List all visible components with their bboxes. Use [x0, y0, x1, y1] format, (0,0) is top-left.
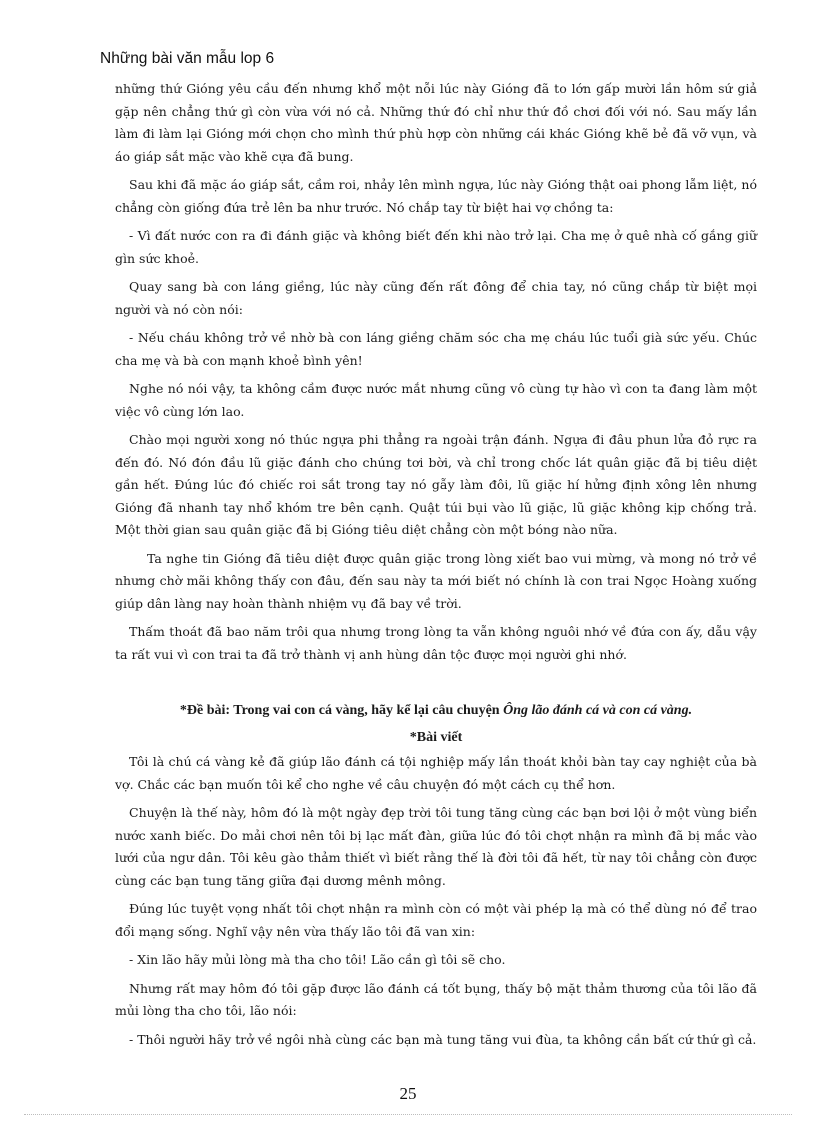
paragraph: Thấm thoát đã bao năm trôi qua nhưng trong lòng ta vẫn không nguôi nhớ về đứa con ấy, dẫu vậy ta rất vui vì con trai ta đã trở thành vị anh hùng dân tộc được mọi người ghi nhớ. [115, 624, 757, 662]
paragraph: - Xin lão hãy mủi lòng mà tha cho tôi! Lão cần gì tôi sẽ cho. [129, 952, 506, 967]
running-header: Những bài văn mẫu lop 6 [100, 50, 275, 67]
paragraph: Đúng lúc tuyệt vọng nhất tôi chợt nhận ra mình còn có một vài phép lạ mà có thể dùng nó để trao đổi mạng sống. Nghĩ vậy nên vừa thấy lão tôi đã van xin: [115, 901, 757, 939]
paragraph: Sau khi đã mặc áo giáp sắt, cầm roi, nhảy lên mình ngựa, lúc này Gióng thật oai phong lẫm liệt, nó chẳng còn giống đứa trẻ lên ba như trước. Nó chắp tay từ biệt hai vợ chồng ta: [115, 177, 757, 215]
paragraph: Nghe nó nói vậy, ta không cầm được nước mắt nhưng cũng vô cùng tự hào vì con ta đang làm một việc vô cùng lớn lao. [115, 381, 757, 419]
essay-prompt-prefix: *Đề bài: Trong vai con cá vàng, hãy kể lại câu chuyện [179, 703, 504, 718]
paragraph: Chào mọi người xong nó thúc ngựa phi thẳng ra ngoài trận đánh. Ngựa đi đâu phun lửa đỏ rực ra đến đó. Nó đón đầu lũ giặc đánh cho chúng tơi bời, và chỉ trong chốc lát quân giặc đã bị tiêu diệt gần hết. Đúng lúc đó chiếc roi sắt trong tay nó gẫy làm đôi, lũ giặc hí hửng định xông lên nhưng Gióng đã nhanh tay nhổ khóm tre bên cạnh. Quật túi bụi vào lũ giặc, lũ giặc không kịp chống trả. Một thời gian sau quân giặc đã bị Gióng tiêu diệt chẳng còn một bóng nào nữa. [115, 432, 757, 537]
paragraph: Chuyện là thế này, hôm đó là một ngày đẹp trời tôi tung tăng cùng các bạn bơi lội ở một vùng biển nước xanh biếc. Do mải chơi nên tôi bị lạc mất đàn, giữa lúc đó tôi chợt nhận ra mình đã bị mắc vào lưới của ngư dân. Tôi kêu gào thảm thiết vì biết rằng thế là đời tôi đã hết, từ nay tôi chẳng còn được cùng các bạn tung tăng giữa đại dương mênh mông. [115, 805, 757, 888]
paragraph: những thứ Gióng yêu cầu đến nhưng khổ một nỗi lúc này Gióng đã to lớn gấp mười lần hôm sứ giả gặp nên chẳng thứ gì còn vừa với nó cả. Những thứ đó chỉ như thứ đồ chơi đối với nó. Sau mấy lần làm đi làm lại Gióng mới chọn cho mình thứ phù hợp còn những cái khác Gióng khẽ bẻ đã vỡ vụn, và áo giáp sắt mặc vào khẽ cựa đã bung. [115, 81, 757, 164]
paragraph: Quay sang bà con láng giềng, lúc này cũng đến rất đông để chia tay, nó cũng chắp từ biệt mọi người và nó còn nói: [115, 279, 757, 317]
paragraph: - Thôi người hãy trở về ngôi nhà cùng các bạn mà tung tăng vui đùa, ta không cần bất cứ thứ gì cả. [129, 1031, 757, 1047]
paragraph: - Nếu cháu không trở về nhờ bà con láng giềng chăm sóc cha mẹ cháu lúc tuổi già sức yếu. Chúc cha mẹ và bà con mạnh khoẻ bình yên! [115, 330, 757, 368]
paragraph: Nhưng rất may hôm đó tôi gặp được lão đánh cá tốt bụng, thấy bộ mặt thảm thương của tôi lão đã mủi lòng tha cho tôi, lão nói: [115, 980, 757, 1018]
body-text [115, 78, 757, 1057]
paragraph: - Vì đất nước con ra đi đánh giặc và không biết đến khi nào trở lại. Cha mẹ ở quê nhà cố gắng giữ gìn sức khoẻ. [115, 228, 757, 266]
essay-prompt [115, 700, 757, 723]
essay-subheading: *Bài viết [409, 729, 463, 745]
essay-prompt-title: Ông lão đánh cá và con cá vàng. [503, 703, 693, 718]
page-number: 25 [399, 1084, 417, 1103]
footer-divider [24, 1114, 792, 1115]
paragraph: Tôi là chú cá vàng kẻ đã giúp lão đánh cá tội nghiệp mấy lần thoát khỏi bàn tay cay nghiệt của bà vợ. Chắc các bạn muốn tôi kể cho nghe về câu chuyện đó một cách cụ thể hơn. [115, 754, 757, 792]
paragraph: Ta nghe tin Gióng đã tiêu diệt được quân giặc trong lòng xiết bao vui mừng, và mong nó trở về nhưng chờ mãi không thấy con đâu, đến sau này ta mới biết nó chính là con trai Ngọc Hoàng xuống giúp dân làng nay hoàn thành nhiệm vụ đã bay về trời. [115, 550, 757, 611]
